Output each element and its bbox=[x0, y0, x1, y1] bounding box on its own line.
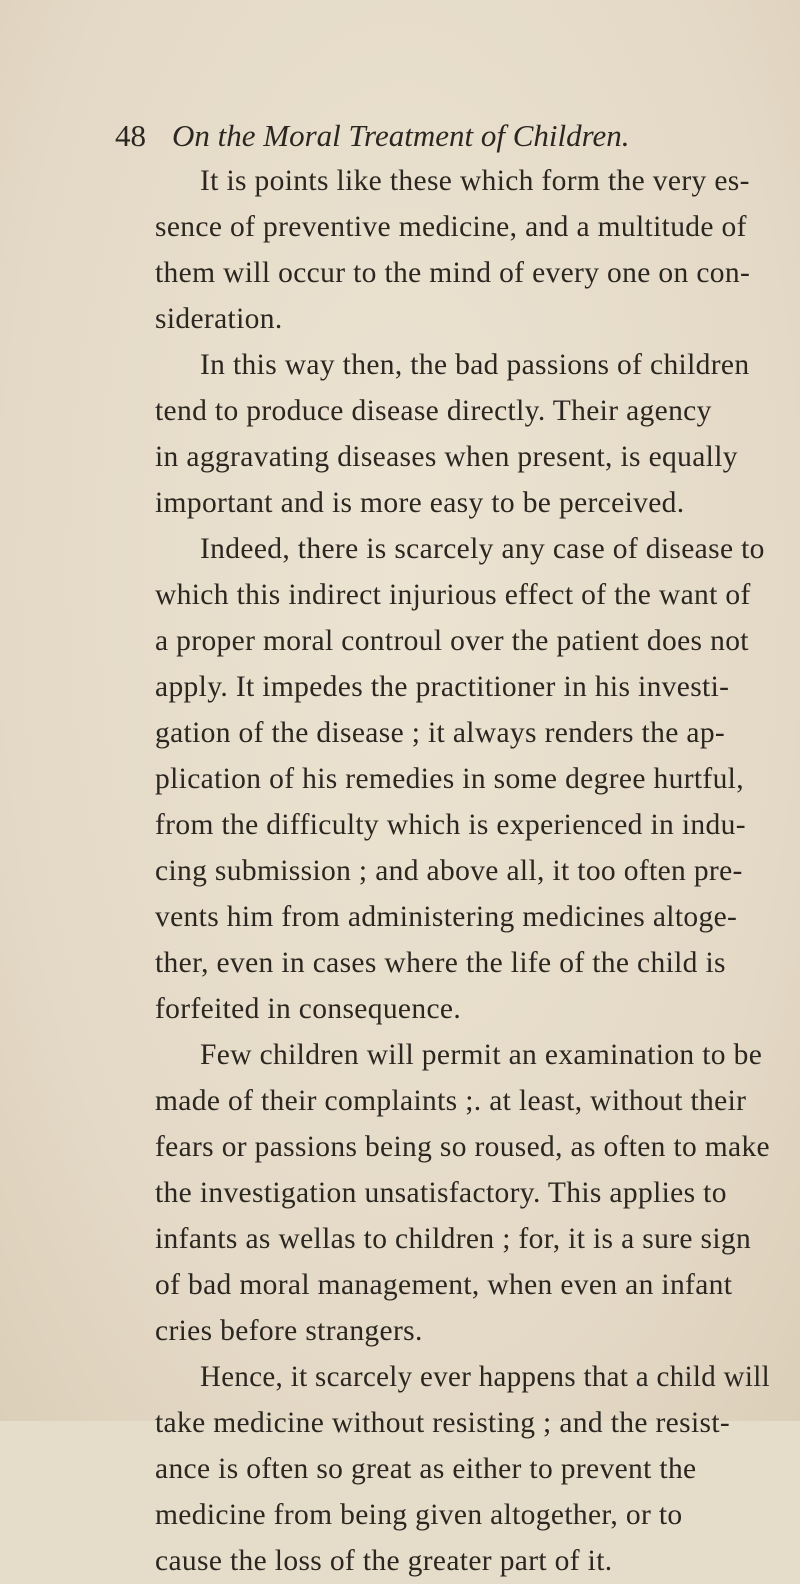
text-line: medicine from being given altogether, or to bbox=[155, 1499, 683, 1531]
text-line: gation of the disease ; it always renders the ap- bbox=[155, 717, 726, 749]
text-line: ther, even in cases where the life of the child is bbox=[155, 947, 726, 979]
text-line: infants as wellas to children ; for, it is a sure sign bbox=[155, 1223, 752, 1255]
text-line: sideration. bbox=[155, 303, 283, 335]
text-line: made of their complaints ;. at least, without their bbox=[155, 1085, 747, 1117]
text-line: them will occur to the mind of every one on con- bbox=[155, 257, 751, 289]
text-line: In this way then, the bad passions of children bbox=[200, 349, 750, 381]
text-line: which this indirect injurious effect of the want of bbox=[155, 579, 751, 611]
text-line: Hence, it scarcely ever happens that a child will bbox=[200, 1361, 771, 1393]
text-line: plication of his remedies in some degree hurtful, bbox=[155, 763, 744, 795]
text-line: ance is often so great as either to prevent the bbox=[155, 1453, 697, 1485]
running-title: On the Moral Treatment of Children. bbox=[172, 118, 630, 153]
page-number: 48 bbox=[115, 118, 146, 153]
text-line: forfeited in consequence. bbox=[155, 993, 462, 1025]
text-line: tend to produce disease directly. Their agency bbox=[155, 395, 712, 427]
text-line: sence of preventive medicine, and a multitude of bbox=[155, 211, 747, 243]
text-line: in aggravating diseases when present, is equally bbox=[155, 441, 738, 473]
text-line: cause the loss of the greater part of it. bbox=[155, 1545, 613, 1577]
text-line: important and is more easy to be perceived. bbox=[155, 487, 685, 519]
text-line: take medicine without resisting ; and the resist- bbox=[155, 1407, 731, 1439]
text-line: It is points like these which form the very es- bbox=[200, 165, 750, 197]
text-line: cing submission ; and above all, it too often pre- bbox=[155, 855, 743, 887]
text-line: cries before strangers. bbox=[155, 1315, 423, 1347]
text-line: of bad moral management, when even an infant bbox=[155, 1269, 733, 1301]
text-line: a proper moral controul over the patient does not bbox=[155, 625, 749, 657]
text-line: apply. It impedes the practitioner in his investi- bbox=[155, 671, 730, 703]
text-line: Indeed, there is scarcely any case of disease to bbox=[200, 533, 765, 565]
text-line: from the difficulty which is experienced in indu- bbox=[155, 809, 746, 841]
text-line: vents him from administering medicines altoge- bbox=[155, 901, 738, 933]
running-header bbox=[115, 118, 630, 154]
text-line: fears or passions being so roused, as often to make bbox=[155, 1131, 770, 1163]
text-line: the investigation unsatisfactory. This applies to bbox=[155, 1177, 727, 1209]
text-line: Few children will permit an examination to be bbox=[200, 1039, 763, 1071]
